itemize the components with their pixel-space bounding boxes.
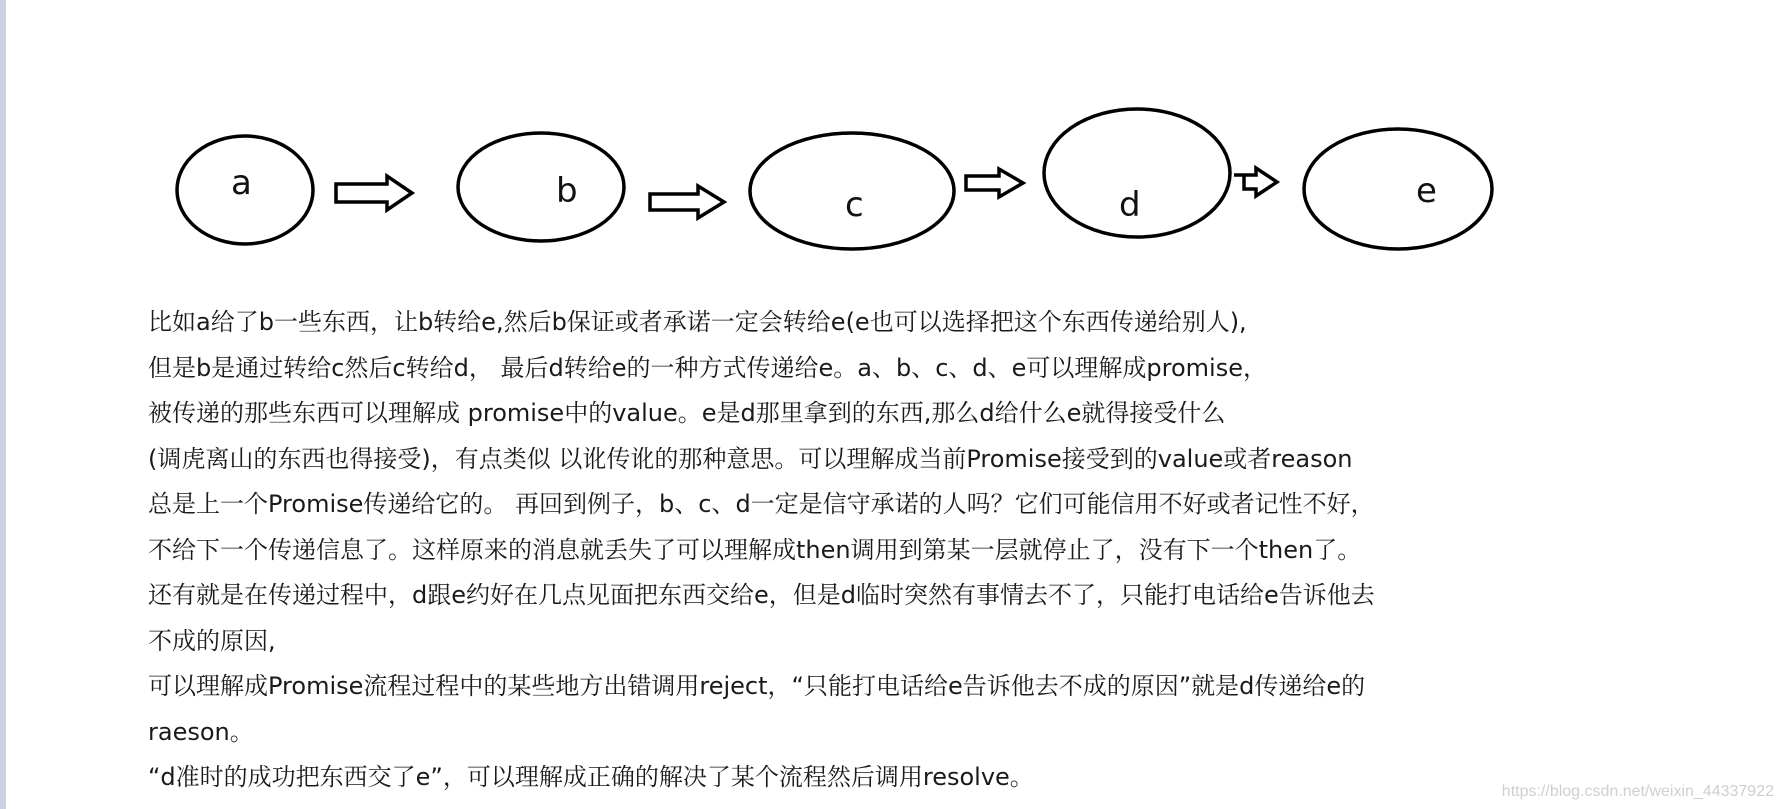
text-line: 不成的原因, <box>148 626 276 655</box>
text-line: 比如a给了b一些东西，让b转给e,然后b保证或者承诺一定会转给e(e也可以选择把这个东西传递给别人), <box>148 308 1247 336</box>
node-b-ellipse <box>458 133 624 241</box>
text-line: “d准时的成功把东西交了e”，可以理解成正确的解决了某个流程然后调用resolve。 <box>148 763 1034 791</box>
text-line: 被传递的那些东西可以理解成 promise中的value。e是d那里拿到的东西,那么d给什么e就得接受什么 <box>148 399 1226 427</box>
text-line: 但是b是通过转给c然后c转给d， 最后d转给e的一种方式传递给e。a、b、c、d、e可以理解成promise， <box>148 353 1267 382</box>
text-line: 可以理解成Promise流程过程中的某些地方出错调用reject，“只能打电话给e告诉他去不成的原因”就是d传递给e的 <box>148 672 1366 700</box>
node-b <box>458 133 624 241</box>
node-a-label: a <box>231 163 252 203</box>
node-e-label: e <box>1416 171 1437 211</box>
node-c-label: c <box>845 185 864 225</box>
explanation-text <box>148 300 1748 801</box>
arrow-b-c <box>650 186 724 218</box>
promise-chain-diagram <box>0 0 1782 300</box>
node-d <box>1044 109 1230 237</box>
watermark: https://blog.csdn.net/weixin_44337922 <box>1501 783 1774 800</box>
arrow-c-d <box>966 169 1023 197</box>
arrow-d-e <box>1234 168 1277 196</box>
node-a <box>177 136 313 244</box>
text-line: 不给下一个传递信息了。这样原来的消息就丢失了可以理解成then调用到第某一层就停止了，没有下一个then了。 <box>148 535 1362 564</box>
node-d-label: d <box>1119 185 1141 225</box>
text-line: raeson。 <box>148 717 254 746</box>
node-e-ellipse <box>1304 129 1492 249</box>
text-line: 还有就是在传递过程中，d跟e约好在几点见面把东西交给e，但是d临时突然有事情去不了，只能打电话给e告诉他去 <box>148 581 1375 609</box>
text-line: (调虎离山的东西也得接受)，有点类似 以讹传讹的那种意思。可以理解成当前Promise接受到的value或者reason <box>148 444 1353 473</box>
node-c <box>750 133 954 249</box>
node-e <box>1304 129 1492 249</box>
text-line: 总是上一个Promise传递给它的。 再回到例子，b、c、d一定是信守承诺的人吗？它们可能信用不好或者记性不好， <box>148 490 1375 518</box>
arrow-a-b <box>336 176 412 210</box>
node-b-label: b <box>556 171 578 211</box>
